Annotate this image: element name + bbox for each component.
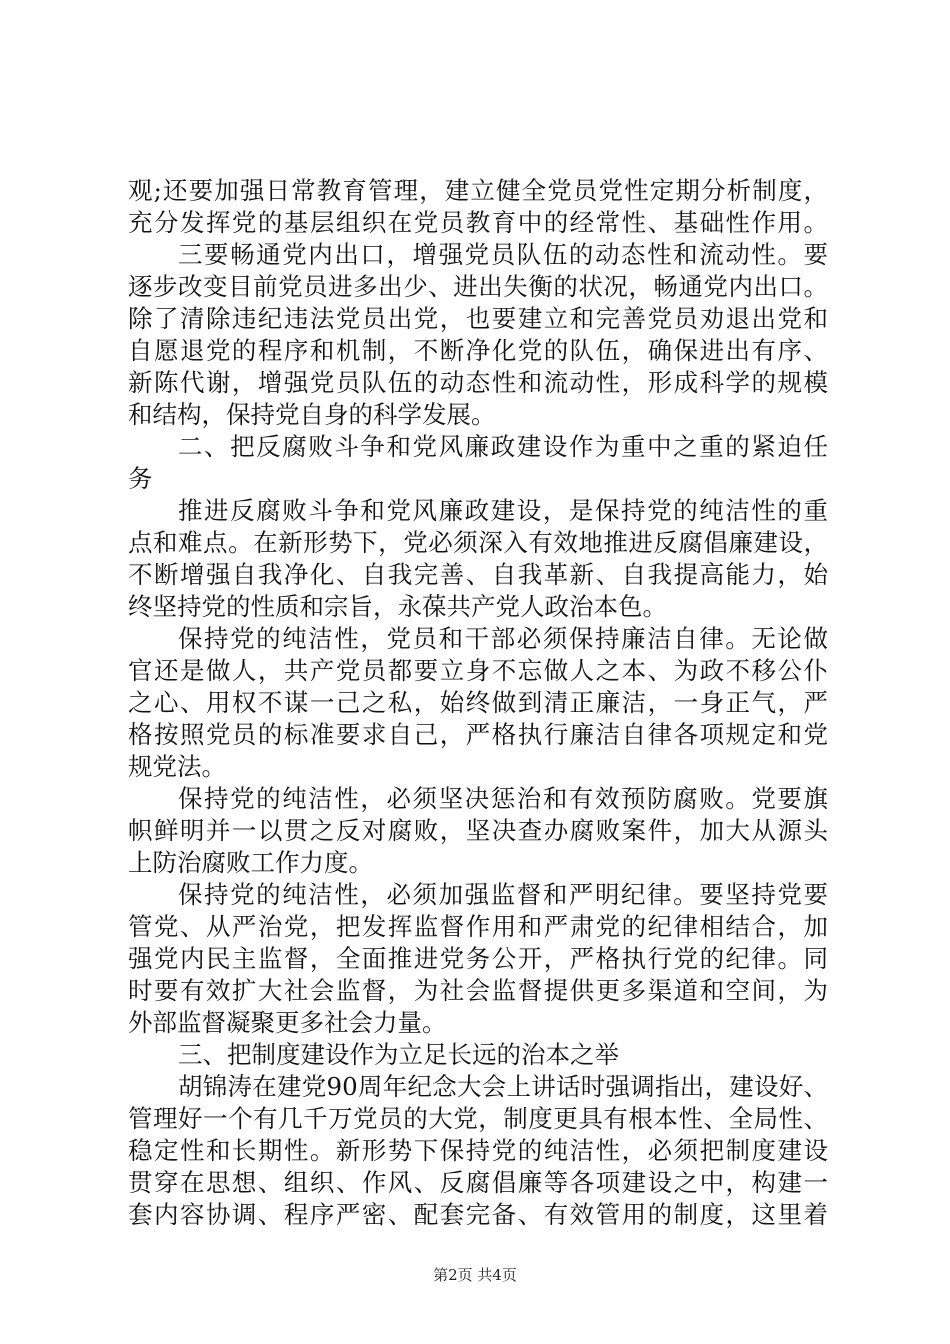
- text-line: 逐步改变目前党员进多出少、进出失衡的状况，畅通党内出口。: [128, 272, 828, 301]
- section-heading: 务: [128, 464, 153, 493]
- text-line: 自愿退党的程序和机制，不断净化党的队伍，确保进出有序、: [128, 336, 828, 365]
- text-line: 官还是做人，共产党员都要立身不忘做人之本、为政不移公仆: [128, 656, 828, 685]
- text-line: 格按照党员的标准要求自己，严格执行廉洁自律各项规定和党: [128, 720, 828, 749]
- text-line: 和结构，保持党自身的科学发展。: [128, 400, 496, 429]
- text-line: 套内容协调、程序严密、配套完备、有效管用的制度，这里着: [128, 1200, 828, 1229]
- text-line: 推进反腐败斗争和党风廉政建设，是保持党的纯洁性的重: [178, 496, 828, 525]
- text-line: 终坚持党的性质和宗旨，永葆共产党人政治本色。: [128, 592, 667, 621]
- text-line: 贯穿在思想、组织、作风、反腐倡廉等各项建设之中，构建一: [128, 1168, 828, 1197]
- text-line: 不断增强自我净化、自我完善、自我革新、自我提高能力，始: [128, 560, 828, 589]
- text-line: 除了清除违纪违法党员出党，也要建立和完善党员劝退出党和: [128, 304, 828, 333]
- text-line: 充分发挥党的基层组织在党员教育中的经常性、基础性作用。: [128, 208, 828, 237]
- text-line: 点和难点。在新形势下，党必须深入有效地推进反腐倡廉建设，: [128, 528, 828, 557]
- text-line: 保持党的纯洁性，必须坚决惩治和有效预防腐败。党要旗: [178, 784, 828, 813]
- text-line: 上防治腐败工作力度。: [128, 848, 373, 877]
- text-line: 保持党的纯洁性，党员和干部必须保持廉洁自律。无论做: [178, 624, 828, 653]
- text-line: 时要有效扩大社会监督，为社会监督提供更多渠道和空间，为: [128, 976, 828, 1005]
- section-heading: 二、把反腐败斗争和党风廉政建设作为重中之重的紧迫任: [178, 432, 828, 461]
- text-line: 强党内民主监督，全面推进党务公开，严格执行党的纪律。同: [128, 944, 828, 973]
- text-line: 胡锦涛在建党90周年纪念大会上讲话时强调指出，建设好、: [178, 1072, 828, 1101]
- text-line: 管党、从严治党，把发挥监督作用和严肃党的纪律相结合，加: [128, 912, 828, 941]
- text-line: 观;还要加强日常教育管理，建立健全党员党性定期分析制度，: [128, 176, 828, 205]
- text-line: 管理好一个有几千万党员的大党，制度更具有根本性、全局性、: [128, 1104, 828, 1133]
- text-line: 帜鲜明并一以贯之反对腐败，坚决查办腐败案件，加大从源头: [128, 816, 828, 845]
- section-heading: 三、把制度建设作为立足长远的治本之举: [178, 1040, 619, 1069]
- text-line: 三要畅通党内出口，增强党员队伍的动态性和流动性。要: [178, 240, 828, 269]
- text-line: 规党法。: [128, 752, 226, 781]
- text-line: 新陈代谢，增强党员队伍的动态性和流动性，形成科学的规模: [128, 368, 828, 397]
- text-line: 之心、用权不谋一己之私，始终做到清正廉洁，一身正气，严: [128, 688, 828, 717]
- page-number-footer: 第2页 共4页: [433, 1266, 517, 1284]
- text-line: 外部监督凝聚更多社会力量。: [128, 1008, 447, 1037]
- text-line: 稳定性和长期性。新形势下保持党的纯洁性，必须把制度建设: [128, 1136, 828, 1165]
- text-line: 保持党的纯洁性，必须加强监督和严明纪律。要坚持党要: [178, 880, 828, 909]
